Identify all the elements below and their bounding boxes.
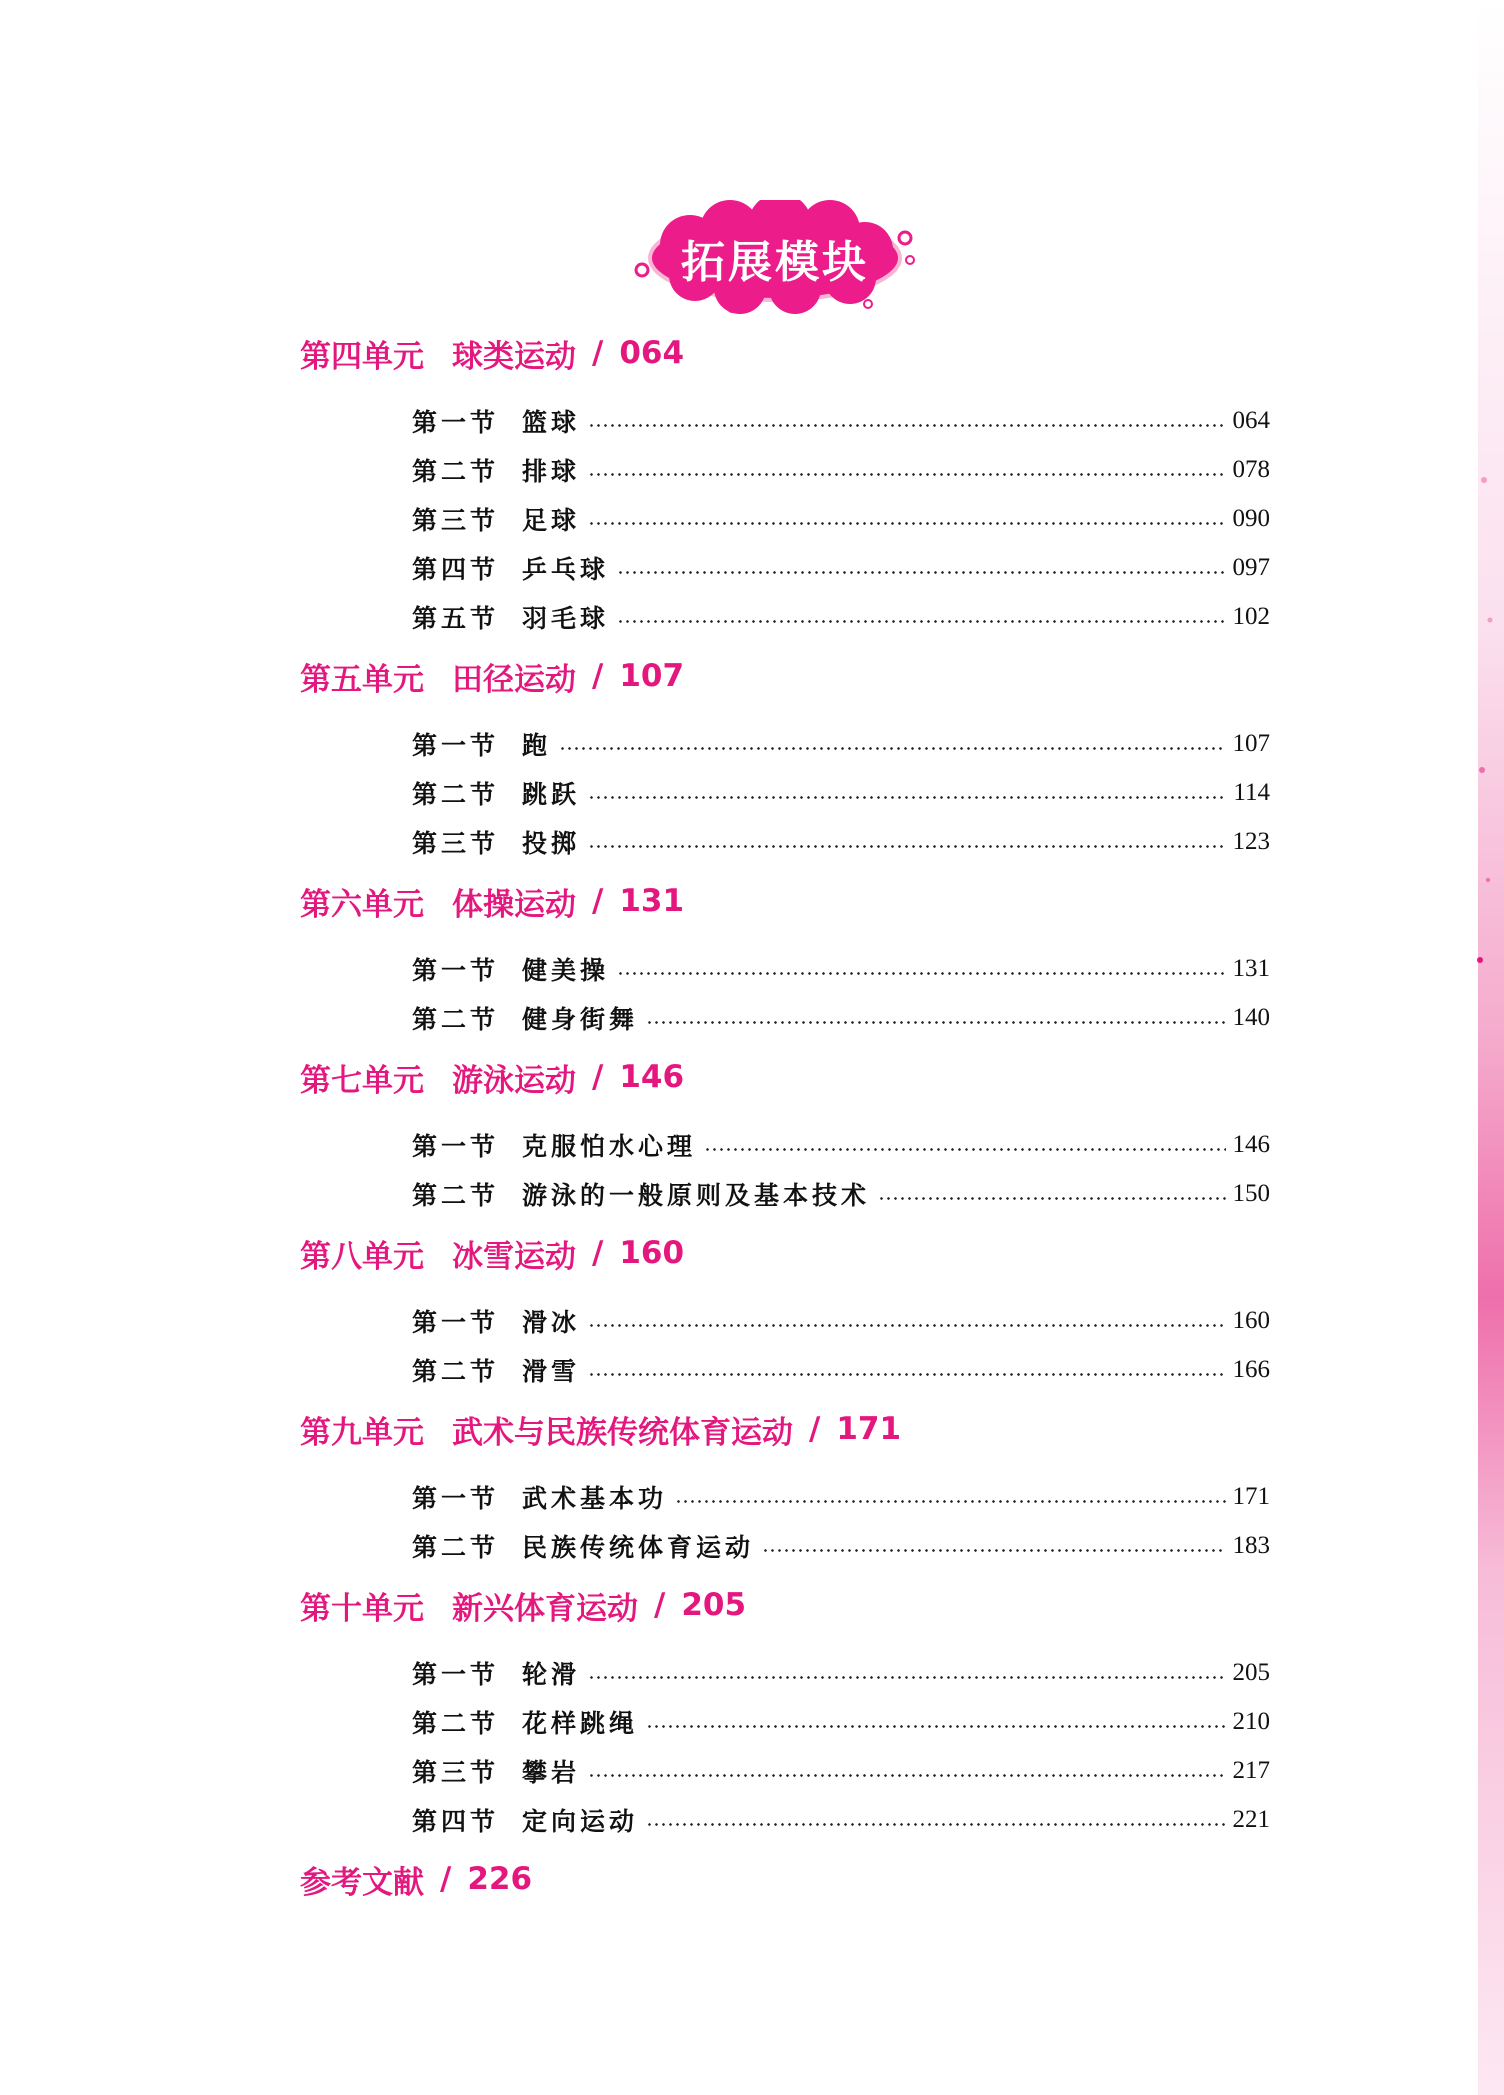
- section-page-number: 150: [1232, 1179, 1270, 1207]
- unit-number: 第五单元: [300, 661, 424, 698]
- unit-separator: /: [592, 1235, 604, 1271]
- section-number: 第二节: [412, 1532, 500, 1562]
- unit-title: 游泳运动: [452, 1062, 576, 1099]
- unit-separator: /: [809, 1411, 821, 1447]
- section-list: [300, 944, 1270, 1042]
- section-number: 第一节: [412, 1307, 500, 1337]
- section-page-number: 078: [1232, 455, 1270, 483]
- section-number: 第一节: [412, 955, 500, 985]
- dot-leader: [762, 1549, 1226, 1552]
- dot-leader: [704, 1148, 1226, 1151]
- dot-leader: [878, 1197, 1226, 1200]
- toc-entry[interactable]: [412, 719, 1270, 768]
- unit-heading[interactable]: [300, 1230, 1270, 1276]
- section-number: 第一节: [412, 1131, 500, 1161]
- unit-separator: /: [592, 335, 604, 371]
- unit-block: [300, 1230, 1270, 1394]
- toc-entry[interactable]: [412, 1648, 1270, 1697]
- section-page-number: 171: [1232, 1482, 1270, 1510]
- toc-entry[interactable]: [412, 1169, 1270, 1218]
- section-page-number: 217: [1232, 1756, 1270, 1784]
- references-heading[interactable]: [300, 1856, 1270, 1902]
- toc-entry[interactable]: [412, 768, 1270, 817]
- dot-leader: [617, 571, 1226, 574]
- section-page-number: 102: [1232, 602, 1270, 630]
- section-number: 第四节: [412, 1806, 500, 1836]
- dot-leader: [588, 1676, 1226, 1679]
- unit-separator: /: [592, 658, 604, 694]
- dot-leader: [588, 845, 1226, 848]
- section-page-number: 090: [1232, 504, 1270, 532]
- unit-heading[interactable]: [300, 1054, 1270, 1100]
- section-title: 滑冰: [522, 1307, 581, 1337]
- unit-heading[interactable]: [300, 330, 1270, 376]
- unit-block: [300, 1582, 1270, 1844]
- dot-leader: [646, 1823, 1226, 1826]
- references-separator: /: [440, 1861, 452, 1897]
- toc-entry[interactable]: [412, 1120, 1270, 1169]
- section-number: 第二节: [412, 1356, 500, 1386]
- toc-entry[interactable]: [412, 1296, 1270, 1345]
- unit-heading[interactable]: [300, 1582, 1270, 1628]
- table-of-contents: [300, 330, 1270, 1902]
- dot-leader: [617, 972, 1226, 975]
- dot-leader: [588, 1774, 1226, 1777]
- unit-block: [300, 878, 1270, 1042]
- section-number: 第一节: [412, 407, 500, 437]
- toc-entry[interactable]: [412, 445, 1270, 494]
- section-number: 第一节: [412, 1483, 500, 1513]
- section-page-number: 160: [1232, 1306, 1270, 1334]
- section-list: [300, 1472, 1270, 1570]
- unit-number: 第七单元: [300, 1062, 424, 1099]
- section-title: 排球: [522, 456, 581, 486]
- section-number: 第三节: [412, 505, 500, 535]
- toc-entry[interactable]: [412, 1345, 1270, 1394]
- dot-leader: [588, 424, 1226, 427]
- dot-leader: [646, 1021, 1226, 1024]
- side-decoration-strip: [1468, 0, 1504, 2095]
- section-page-number: 114: [1233, 778, 1270, 806]
- dot-leader: [588, 1373, 1226, 1376]
- toc-entry[interactable]: [412, 592, 1270, 641]
- unit-separator: /: [654, 1587, 666, 1623]
- toc-entry[interactable]: [412, 1795, 1270, 1844]
- unit-title: 武术与民族传统体育运动: [452, 1414, 793, 1451]
- section-title: 跑: [522, 730, 552, 760]
- section-title: 篮球: [522, 407, 581, 437]
- dot-leader: [675, 1500, 1226, 1503]
- unit-title: 冰雪运动: [452, 1238, 576, 1275]
- module-badge: [620, 200, 930, 315]
- section-title: 民族传统体育运动: [522, 1532, 755, 1562]
- section-page-number: 183: [1232, 1531, 1270, 1559]
- unit-number: 第八单元: [300, 1238, 424, 1275]
- unit-number: 第九单元: [300, 1414, 424, 1451]
- unit-block: [300, 330, 1270, 641]
- section-list: [300, 396, 1270, 641]
- unit-number: 第六单元: [300, 886, 424, 923]
- toc-entry[interactable]: [412, 817, 1270, 866]
- unit-page-number: 160: [619, 1235, 685, 1271]
- unit-number: 第十单元: [300, 1590, 424, 1627]
- unit-page-number: 146: [619, 1059, 685, 1095]
- section-title: 克服怕水心理: [522, 1131, 697, 1161]
- toc-entry[interactable]: [412, 1472, 1270, 1521]
- section-page-number: 210: [1232, 1707, 1270, 1735]
- unit-heading[interactable]: [300, 878, 1270, 924]
- section-number: 第一节: [412, 730, 500, 760]
- unit-title: 新兴体育运动: [452, 1590, 638, 1627]
- dot-leader: [646, 1725, 1226, 1728]
- toc-entry[interactable]: [412, 396, 1270, 445]
- section-list: [300, 1296, 1270, 1394]
- section-list: [300, 1120, 1270, 1218]
- section-title: 定向运动: [522, 1806, 639, 1836]
- section-list: [300, 1648, 1270, 1844]
- unit-block: [300, 653, 1270, 866]
- references-page-number: 226: [467, 1861, 533, 1897]
- references-title: 参考文献: [300, 1864, 424, 1901]
- section-number: 第一节: [412, 1659, 500, 1689]
- section-title: 滑雪: [522, 1356, 581, 1386]
- toc-entry[interactable]: [412, 543, 1270, 592]
- section-page-number: 221: [1232, 1805, 1270, 1833]
- unit-page-number: 205: [681, 1587, 747, 1623]
- section-title: 跳跃: [522, 779, 581, 809]
- dot-leader: [617, 620, 1226, 623]
- unit-separator: /: [592, 1059, 604, 1095]
- unit-page-number: 131: [619, 883, 685, 919]
- dot-leader: [588, 522, 1226, 525]
- toc-entry[interactable]: [412, 944, 1270, 993]
- unit-heading[interactable]: [300, 653, 1270, 699]
- section-number: 第二节: [412, 456, 500, 486]
- section-page-number: 107: [1232, 729, 1270, 757]
- section-title: 游泳的一般原则及基本技术: [522, 1180, 871, 1210]
- section-title: 足球: [522, 505, 581, 535]
- unit-page-number: 107: [619, 658, 685, 694]
- dot-leader: [588, 796, 1226, 799]
- section-title: 武术基本功: [522, 1483, 668, 1513]
- section-page-number: 097: [1232, 553, 1270, 581]
- section-number: 第二节: [412, 779, 500, 809]
- dot-leader: [588, 1324, 1226, 1327]
- unit-separator: /: [592, 883, 604, 919]
- section-list: [300, 719, 1270, 866]
- toc-entry[interactable]: [412, 1521, 1270, 1570]
- section-number: 第五节: [412, 603, 500, 633]
- toc-entry[interactable]: [412, 494, 1270, 543]
- section-number: 第三节: [412, 828, 500, 858]
- toc-entry[interactable]: [412, 993, 1270, 1042]
- unit-title: 体操运动: [452, 886, 576, 923]
- section-number: 第三节: [412, 1757, 500, 1787]
- section-number: 第二节: [412, 1004, 500, 1034]
- unit-number: 第四单元: [300, 338, 424, 375]
- section-page-number: 123: [1232, 827, 1270, 855]
- toc-entry[interactable]: [412, 1746, 1270, 1795]
- section-number: 第二节: [412, 1708, 500, 1738]
- unit-heading[interactable]: [300, 1406, 1270, 1452]
- section-page-number: 146: [1232, 1130, 1270, 1158]
- section-title: 攀岩: [522, 1757, 581, 1787]
- section-title: 投掷: [522, 828, 581, 858]
- unit-block: [300, 1406, 1270, 1570]
- section-number: 第四节: [412, 554, 500, 584]
- section-title: 花样跳绳: [522, 1708, 639, 1738]
- section-title: 乒乓球: [522, 554, 610, 584]
- section-page-number: 140: [1232, 1003, 1270, 1031]
- section-title: 健美操: [522, 955, 610, 985]
- unit-page-number: 064: [619, 335, 685, 371]
- section-page-number: 131: [1232, 954, 1270, 982]
- section-number: 第二节: [412, 1180, 500, 1210]
- section-page-number: 166: [1232, 1355, 1270, 1383]
- section-page-number: 064: [1232, 406, 1270, 434]
- section-title: 羽毛球: [522, 603, 610, 633]
- section-title: 健身街舞: [522, 1004, 639, 1034]
- toc-entry[interactable]: [412, 1697, 1270, 1746]
- unit-block: [300, 1054, 1270, 1218]
- unit-title: 田径运动: [452, 661, 576, 698]
- dot-leader: [588, 473, 1226, 476]
- section-title: 轮滑: [522, 1659, 581, 1689]
- section-page-number: 205: [1232, 1658, 1270, 1686]
- unit-title: 球类运动: [452, 338, 576, 375]
- dot-leader: [559, 747, 1226, 750]
- unit-page-number: 171: [836, 1411, 902, 1447]
- module-title: 拓展模块: [681, 237, 869, 288]
